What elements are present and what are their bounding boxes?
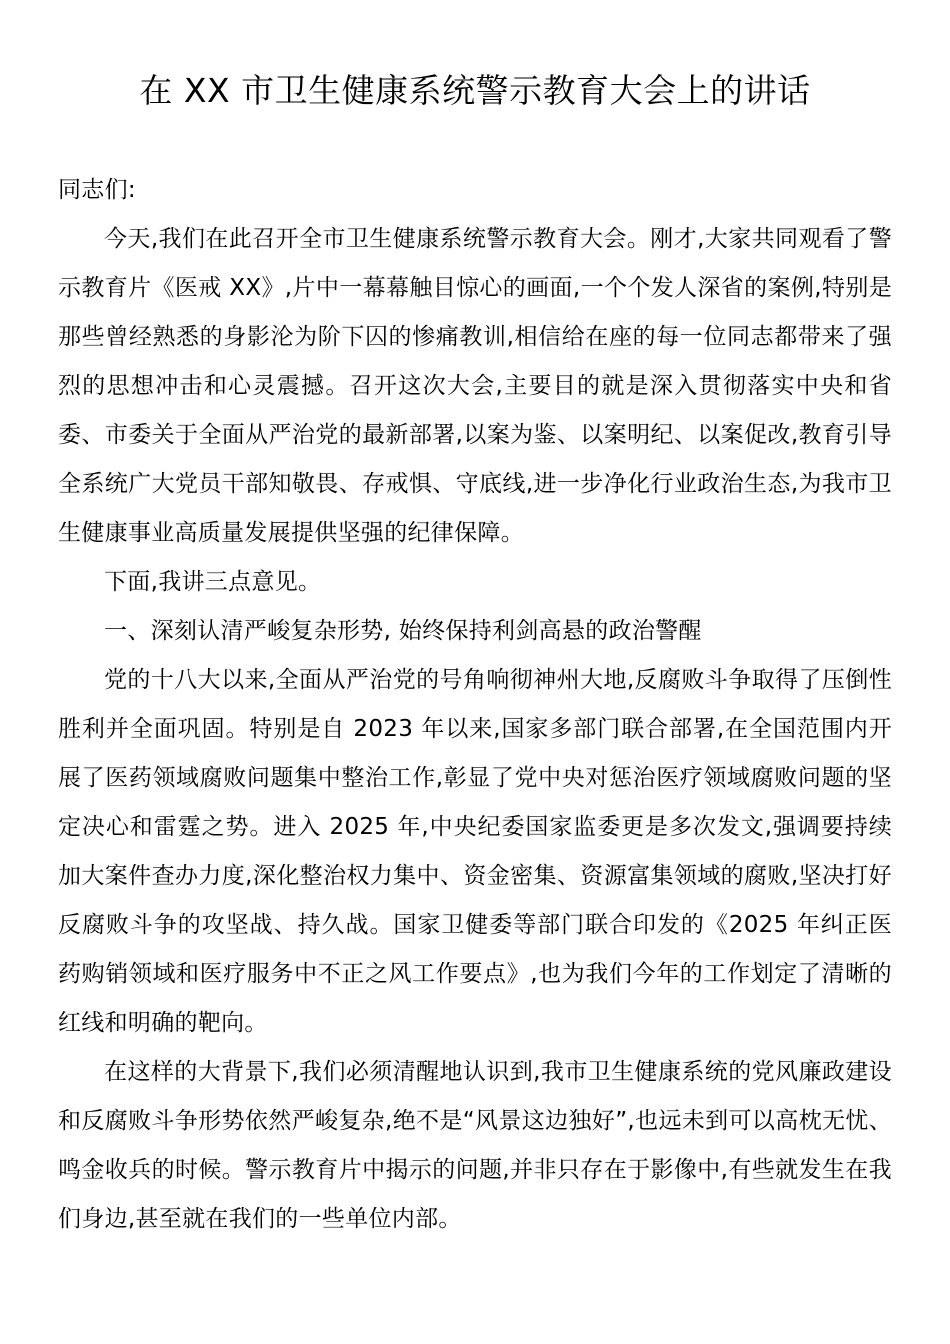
document-body [58, 166, 892, 1244]
paragraph-section1-2: 在这样的大背景下,我们必须清醒地认识到,我市卫生健康系统的党风廉政建设和反腐败斗争形势依然严峻复杂,绝不是“风景这边独好”,也远未到可以高枕无忧、鸣金收兵的时候。警示教育片中揭示的问题,并非只存在于影像中,有些就发生在我们身边,甚至就在我们的一些单位内部。 [58, 1059, 892, 1232]
section-heading-1: 一、深刻认清严峻复杂形势, 始终保持利剑高悬的政治警醒 [104, 618, 702, 644]
paragraph-section1-1: 党的十八大以来,全面从严治党的号角响彻神州大地,反腐败斗争取得了压倒性胜利并全面巩固。特别是自 2023 年以来,国家多部门联合部署,在全国范围内开展了医药领域腐败问题集中整治工作,彰显了党中央对惩治医疗领域腐败问题的坚定决心和雷霆之势。进入 2025 年,中央纪委国家监委更是多次发文,强调要持续加大案件查办力度,深化整治权力集中、资金密集、资源富集领域的腐败,坚决打好反腐败斗争的攻坚战、持久战。国家卫健委等部门联合印发的《2025 年纠正医药购销领域和医疗服务中不正之风工作要点》,也为我们今年的工作划定了清晰的红线和明确的靶向。 [58, 667, 892, 1036]
document-title: 在 XX 市卫生健康系统警示教育大会上的讲话 [139, 71, 811, 110]
paragraph-intro: 今天,我们在此召开全市卫生健康系统警示教育大会。刚才,大家共同观看了警示教育片《医戒 XX》,片中一幕幕触目惊心的画面,一个个发人深省的案例,特别是那些曾经熟悉的身影沦为阶下囚的惨痛教训,相信给在座的每一位同志都带来了强烈的思想冲击和心灵震撼。召开这次大会,主要目的就是深入贯彻落实中央和省委、市委关于全面从严治党的最新部署,以案为鉴、以案明纪、以案促改,教育引导全系统广大党员干部知敬畏、存戒惧、守底线,进一步净化行业政治生态,为我市卫生健康事业高质量发展提供坚强的纪律保障。 [58, 226, 892, 546]
paragraph-outline: 下面,我讲三点意见。 [104, 569, 322, 595]
salutation: 同志们: [58, 177, 136, 203]
